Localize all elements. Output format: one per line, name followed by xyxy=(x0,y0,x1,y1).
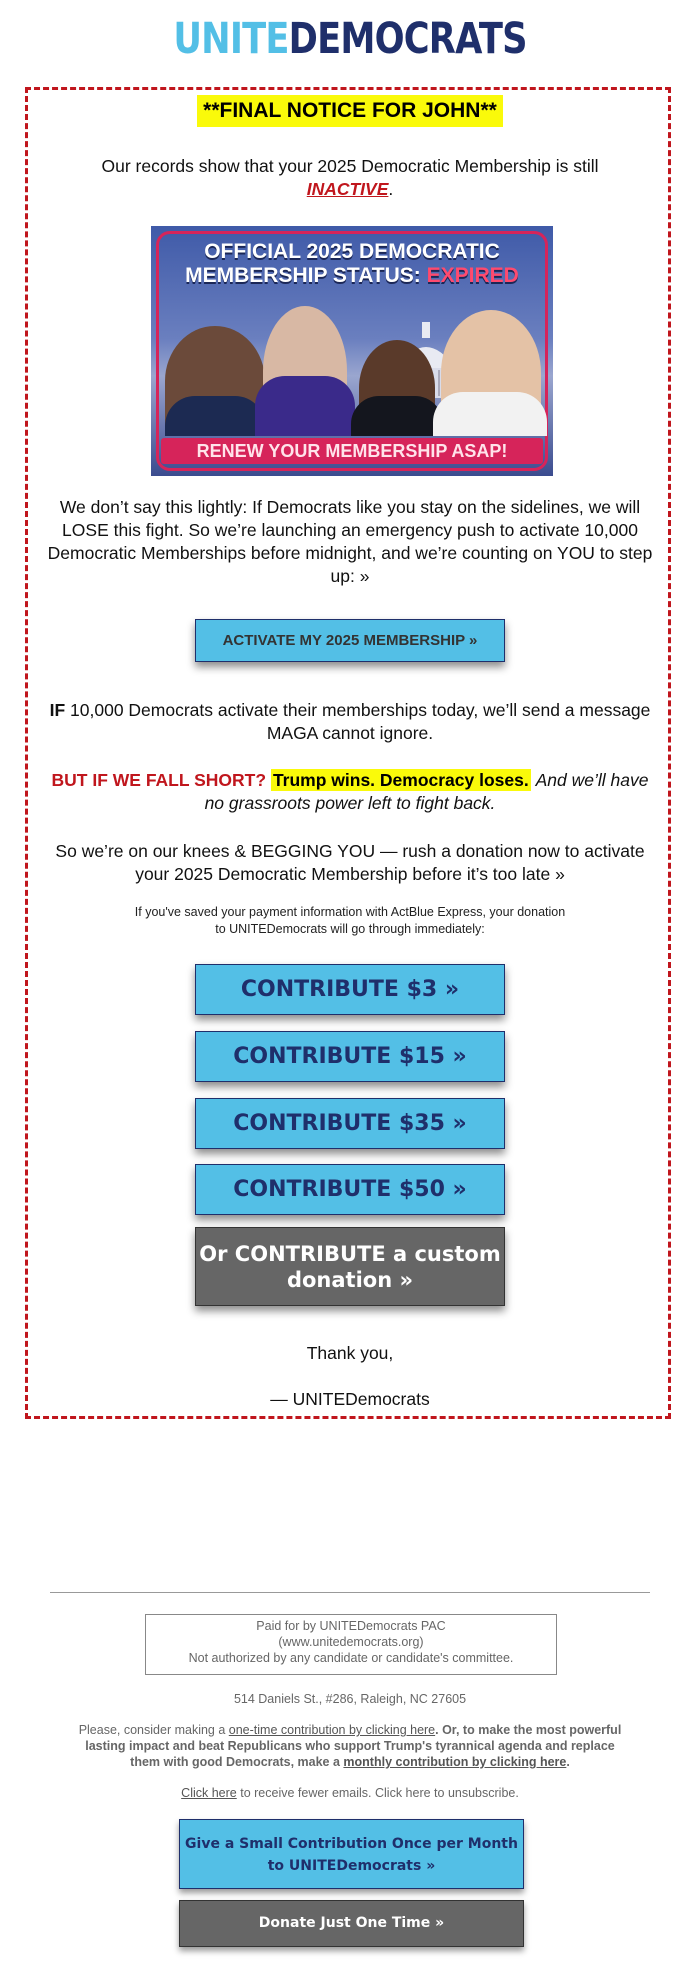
contribute-3-button[interactable]: CONTRIBUTE $3 » xyxy=(195,964,505,1015)
unitedemocrats-logo[interactable]: UNITEDEMOCRATS xyxy=(173,14,527,64)
photo-suit-2 xyxy=(255,376,355,436)
custom-donation-button[interactable]: Or CONTRIBUTE a custom donation » xyxy=(195,1227,505,1306)
intro-paragraph: Our records show that your 2025 Democratic Membership is still INACTIVE. xyxy=(101,156,599,199)
banner-headline: OFFICIAL 2025 DEMOCRATIC MEMBERSHIP STATUS: EXPIRED xyxy=(185,240,519,287)
monthly-contribution-link[interactable]: monthly contribution by clicking here xyxy=(343,1755,567,1769)
if-paragraph: IF 10,000 Democrats activate their memberships today, we’ll send a message MAGA cannot ignore. xyxy=(49,700,651,743)
emergency-paragraph: We don’t say this lightly: If Democrats like you stay on the sidelines, we will LOSE this fight. So we’re launching an emergency push to activate 10,000 Democratic Memberships before midnight, and we’re counting on YOU to step up: » xyxy=(47,497,653,586)
membership-expired-banner-image[interactable] xyxy=(151,226,553,476)
highlighted-warning: Trump wins. Democracy loses. xyxy=(272,770,529,790)
actblue-note: If you've saved your payment information with ActBlue Express, your donation to UNITEDemocrats will go through immediately: xyxy=(134,905,566,936)
footer-divider xyxy=(50,1592,650,1593)
fall-short-paragraph: BUT IF WE FALL SHORT? Trump wins. Democracy loses. And we’ll have no grassroots power left to fight back. xyxy=(51,770,649,813)
monthly-contribution-button[interactable]: Give a Small Contribution Once per Month to UNITEDemocrats » xyxy=(179,1819,524,1889)
paid-for-disclaimer: Paid for by UNITEDemocrats PAC (www.unitedemocrats.org) Not authorized by any candidate or candidate's committee. xyxy=(145,1614,557,1675)
inactive-status: INACTIVE xyxy=(306,179,389,199)
begging-paragraph: So we’re on our knees & BEGGING YOU — rush a donation now to activate your 2025 Democratic Membership before it’s too late » xyxy=(55,841,645,884)
contribute-35-button[interactable]: CONTRIBUTE $35 » xyxy=(195,1098,505,1149)
final-notice-heading: **FINAL NOTICE FOR JOHN** xyxy=(0,95,700,127)
one-time-contribution-link[interactable]: one-time contribution by clicking here xyxy=(228,1723,436,1737)
photo-shirt-4 xyxy=(433,392,547,436)
contribute-50-button[interactable]: CONTRIBUTE $50 » xyxy=(195,1164,505,1215)
mailing-address: 514 Daniels St., #286, Raleigh, NC 27605 xyxy=(233,1692,467,1706)
contribute-15-button[interactable]: CONTRIBUTE $15 » xyxy=(195,1031,505,1082)
contribution-appeal: Please, consider making a one-time contribution by clicking here. Or, to make the most powerful lasting impact and beat Republicans who support Trump's tyrannical agenda and replace them with good Democrats, make a monthly contribution by clicking here. xyxy=(78,1723,622,1769)
email-preferences: Click here to receive fewer emails. Click here to unsubscribe. xyxy=(181,1786,519,1800)
photo-suit-3 xyxy=(351,396,443,436)
fewer-emails-link[interactable]: Click here xyxy=(181,1786,237,1800)
donate-once-button[interactable]: Donate Just One Time » xyxy=(179,1900,524,1947)
thank-you-line: Thank you, xyxy=(306,1343,394,1363)
activate-membership-button[interactable]: ACTIVATE MY 2025 MEMBERSHIP » xyxy=(195,619,505,662)
photo-suit-1 xyxy=(165,396,265,436)
renew-asap-strip: RENEW YOUR MEMBERSHIP ASAP! xyxy=(161,438,543,464)
signature-line: — UNITEDemocrats xyxy=(270,1389,430,1409)
